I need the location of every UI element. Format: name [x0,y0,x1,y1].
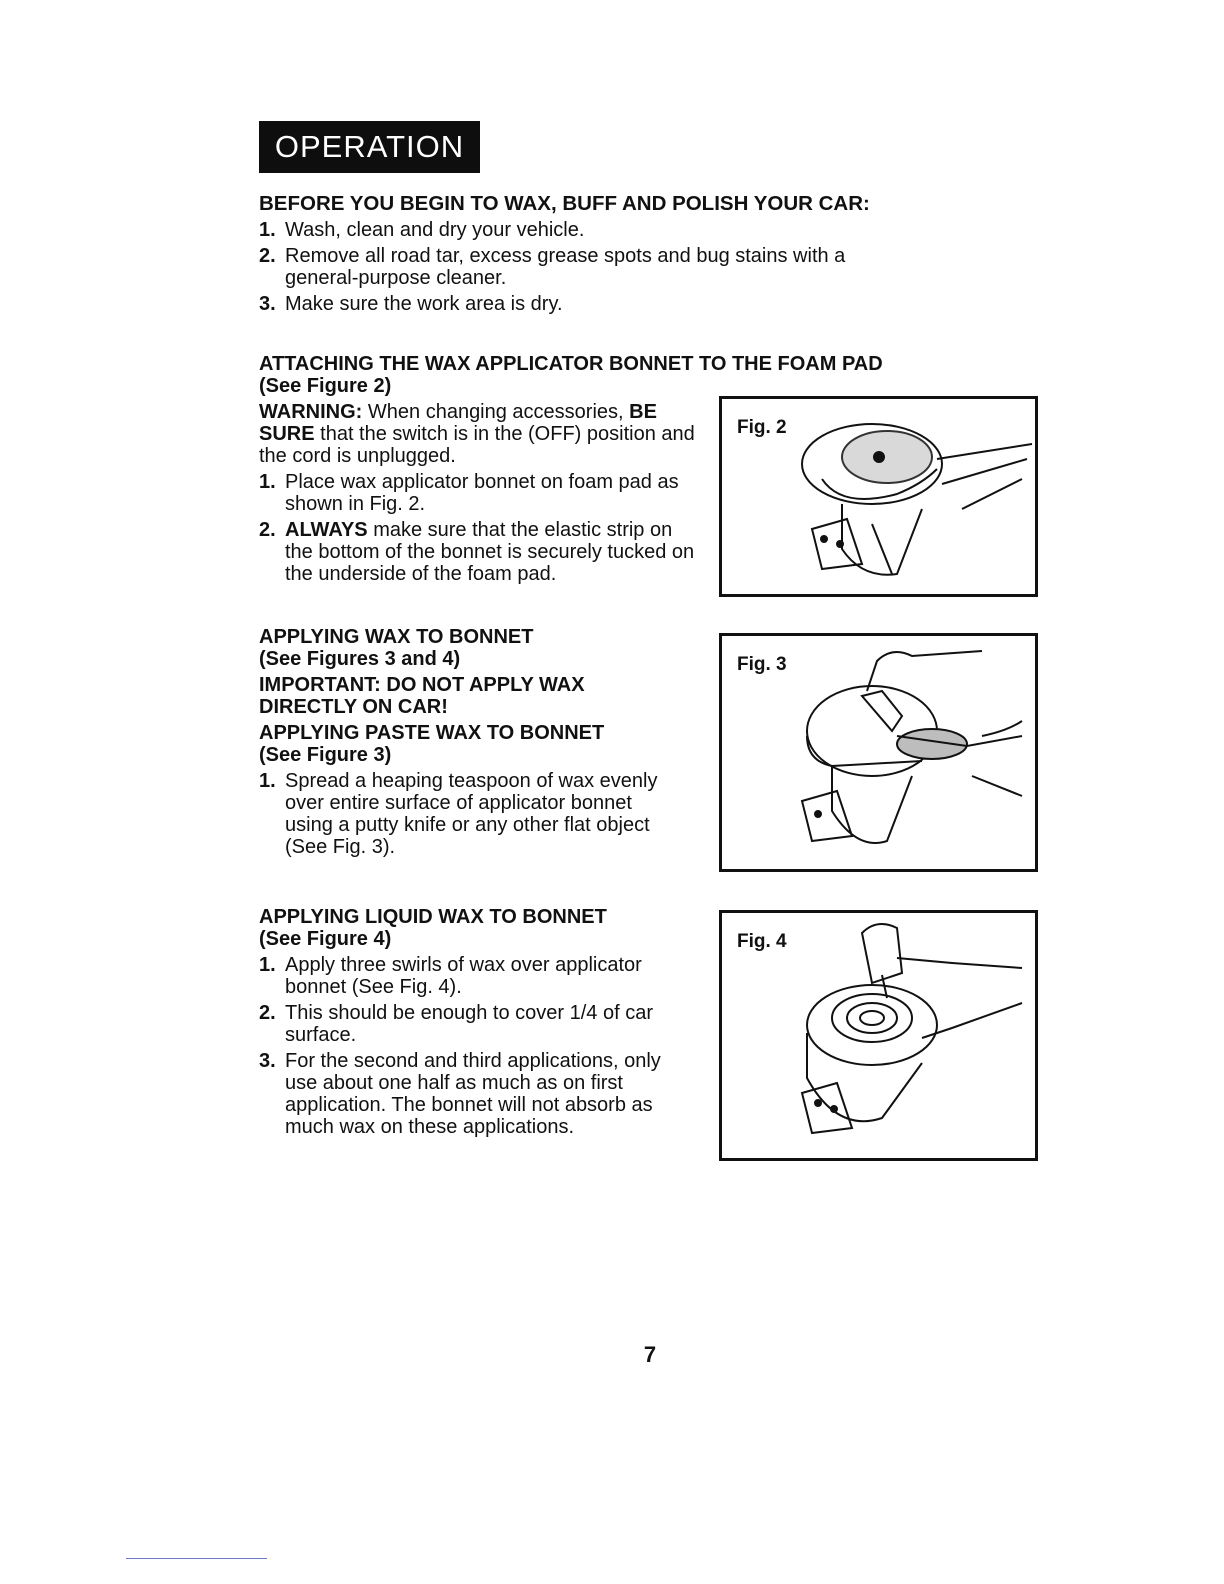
figure-4-label: Fig. 4 [737,931,787,952]
list-item: 1. Spread a heaping teaspoon of wax evenly over entire surface of applicator bonnet using a putty knife or any other flat object (See Fig. 3). [259,770,658,858]
before-heading: BEFORE YOU BEGIN TO WAX, BUFF AND POLISH YOUR CAR: [259,192,870,215]
list-item: 1. Place wax applicator bonnet on foam pad as shown in Fig. 2. [259,471,679,515]
warning-text: WARNING: When changing accessories, BE SURE that the switch is in the (OFF) position and the cord is unplugged. [259,401,695,467]
list-item: 3. For the second and third applications, only use about one half as much as on first application. The bonnet will not absorb as much wax on these applications. [259,1050,661,1138]
list-item: 1. Apply three swirls of wax over applicator bonnet (See Fig. 4). [259,954,642,998]
before-section [259,193,959,315]
attach-heading: ATTACHING THE WAX APPLICATOR BONNET TO THE FOAM PAD [259,353,883,375]
page-number: 7 [643,1342,657,1367]
figure-2-label: Fig. 2 [737,417,787,438]
figure-3-label: Fig. 3 [737,654,787,675]
figure-3 [719,633,1038,872]
applying-subheading: (See Figures 3 and 4) [259,648,461,670]
paste-heading: APPLYING PASTE WAX TO BONNET [259,722,605,744]
divider [126,1558,267,1559]
list-item: 2. This should be enough to cover 1/4 of car surface. [259,1002,654,1046]
attach-subheading: (See Figure 2) [259,375,392,397]
liquid-section [259,906,699,1138]
important-note: IMPORTANT: DO NOT APPLY WAX DIRECTLY ON CAR! [259,674,585,718]
liquid-subheading: (See Figure 4) [259,928,392,950]
list-item: 1. Wash, clean and dry your vehicle. [259,219,585,241]
section-banner: OPERATION [259,121,480,173]
paste-subheading: (See Figure 3) [259,744,392,766]
list-item: 3. Make sure the work area is dry. [259,293,563,315]
attach-section [259,353,979,397]
applying-heading: APPLYING WAX TO BONNET [259,626,534,648]
figure-2 [719,396,1038,597]
liquid-heading: APPLYING LIQUID WAX TO BONNET [259,906,607,928]
attach-body [259,401,699,585]
applying-section [259,626,679,858]
figure-4 [719,910,1038,1161]
list-item: 2. Remove all road tar, excess grease spots and bug stains with a general-purpose cleaner. [259,245,846,289]
list-item: 2. ALWAYS make sure that the elastic strip on the bottom of the bonnet is securely tucked on the underside of the foam pad. [259,519,695,585]
